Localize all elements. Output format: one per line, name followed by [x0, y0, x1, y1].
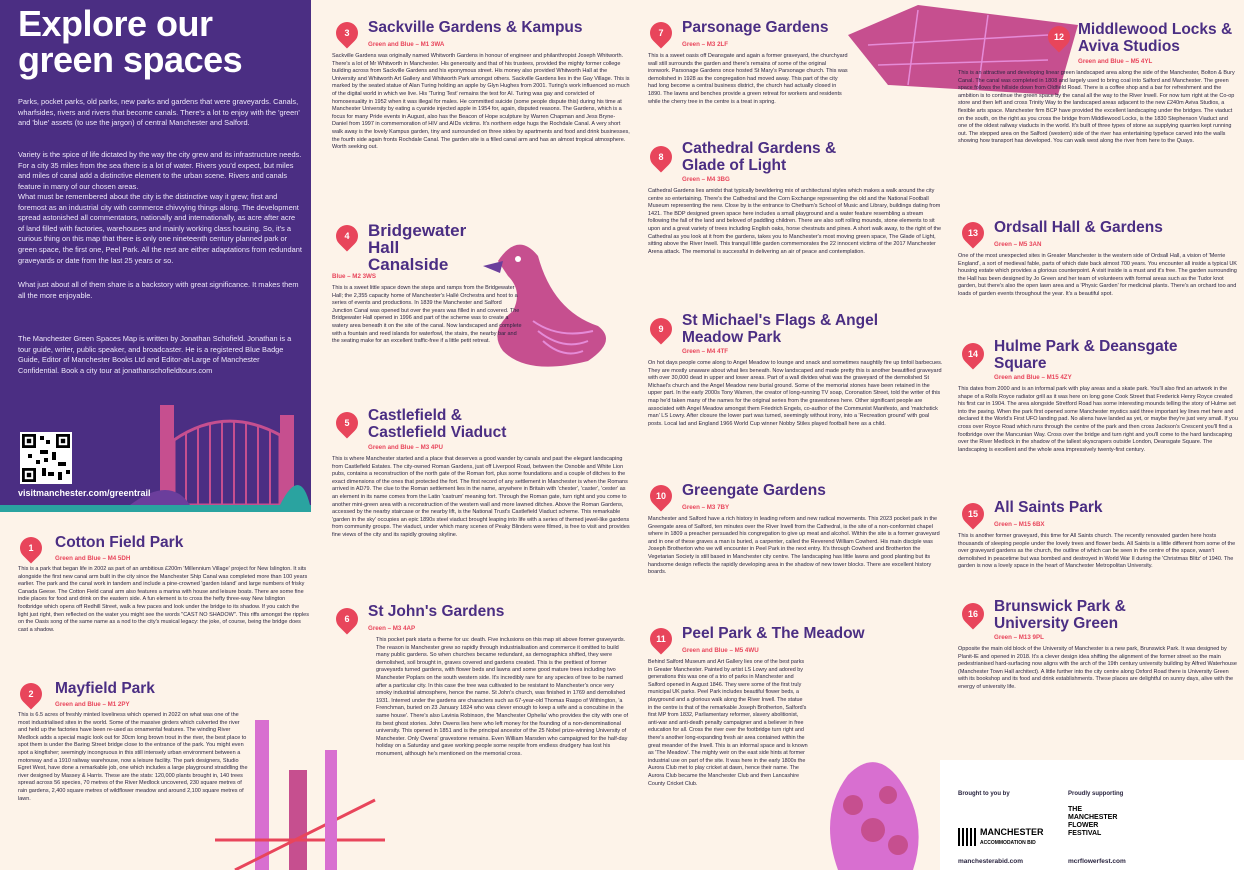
intro-paragraph: Parks, pocket parks, old parks, new parks and gardens that were graveyards. Canals, wharfsides, rivers and rivers that become canals. There's a lot to enjoy with the 'green' and 'blue' assets (to use the jargon) of central Manchester and Salford.: [18, 97, 300, 128]
place-title: Hulme Park & Deansgate Square: [994, 338, 1178, 372]
map-pin-icon: 8: [645, 141, 676, 172]
place-postcode: Green and Blue – M5 4WU: [682, 647, 759, 654]
place-title: Parsonage Gardens: [682, 19, 829, 36]
place-postcode: Green and Blue – M15 4ZY: [994, 374, 1072, 381]
tree-illustration: [818, 745, 928, 870]
map-pin-icon: 9: [645, 313, 676, 344]
place-postcode: Green – M13 9PL: [994, 634, 1044, 641]
map-pin-icon: 15: [957, 498, 988, 529]
place-postcode: Green and Blue – M4 5DH: [55, 555, 131, 562]
place-postcode: Green – M3 7BY: [682, 504, 730, 511]
place-postcode: Green – M3 2LF: [682, 41, 729, 48]
place-postcode: Green – M3 4AP: [368, 625, 416, 632]
map-pin-icon: 2: [15, 678, 46, 709]
place-description: Opposite the main old block of the University of Manchester is a new park, Brunswick Park. It was designed by Planit-IE and opened in 2018. It's a clever design idea shifting the alignment of the former street so the main pedestrianised hard-surfacing now aligns with the arch of the 19th century university building by Alfred Waterhouse (Manchester Town Hall architect). A little further into the city centre along Oxford Road there is University Green with its bookshop and its food and drink establishments. These places are delightful on sunny days, alive with the energy of university life.: [958, 646, 1237, 690]
place-title: All Saints Park: [994, 499, 1103, 516]
place-title: St Michael's Flags & Angel Meadow Park: [682, 312, 879, 346]
place-title: Brunswick Park & University Green: [994, 598, 1126, 632]
map-pin-icon: 6: [331, 603, 362, 634]
place-postcode: Blue – M2 3WS: [332, 273, 377, 280]
gates-illustration: [130, 385, 310, 505]
intro-paragraph: Variety is the spice of life dictated by the way the city grew and its infrastructure needs. For a city 35 miles from the sea there is a lot of water. Rivers you'd expect, but miles and miles of canal add a distinctive element to the urban scene. Rivers and canals feature in many of our chosen areas.: [18, 150, 302, 191]
flower-festival-logo: THE MANCHESTER FLOWER FESTIVAL: [1068, 806, 1118, 837]
place-description: This pocket park starts a theme for us: death. Five inclusions on this map sit above former graveyards. The reason is Manchester grew so rapidly through industrialisation and commerce it omitted to build many public gardens. So when churches became redundant, as demographics shifted, they were demolished, soil brought in, graves covered and gardens created. This is the prettiest of former graveyards turned gardens, with flower beds and lawns and some good mature trees including two Manchester Poplars on the south western side. It's incredibly rare for any species of tree to be named after a particular city. In this case the tree was cultivated to be resistant to Manchester's once very smoky industrial atmosphere, hence the name. St John's church, was finished in 1769 and demolished 1931. Interred under the gardens are characters such as 67-year-old Thomas Raspo of Withington, 'a Frenchman, buried on 23 January 1824 who was clever enough to keep a wife and a concubine in the same house'. There's also Lavinia Robinson, the 'Manchester Ophelia' who provides the city with one of its best ghost stories. John Owens lies here who left money for the founding of a non-denominational university. This opened in 1851 and is the principal ancestor of the 25 Nobel prize-winning University of Manchester. Only Owens' gravestone remains. Even William Marsden who campaigned for the half-day holiday on a Saturday and gave working people some respite from endless drudgery has lost his monument, although he's mentioned on the memorial cross.: [376, 637, 629, 757]
place-title: Mayfield Park: [55, 680, 155, 697]
place-postcode: Green – M5 3AN: [994, 241, 1042, 248]
place-title: Peel Park & The Meadow: [682, 625, 865, 642]
map-pin-icon: 13: [957, 217, 988, 248]
place-description: This is another former graveyard, this time for All Saints church. The recently renovated garden here hosts thousands of sleeping people under the lovely trees and flower beds. All Saints is a little different from some of the over graveyard gardens as the church, the outline of which can be seen in the centre of the space, wasn't demolished in peacetime but was bombed and destroyed in World War II during the 'Christmas Blitz' of 1940. The garden is now a lovely space in the heart of Manchester Metropolitan University.: [958, 533, 1236, 570]
map-pin-icon: 7: [645, 17, 676, 48]
place-description: Sackville Gardens was originally named Whitworth Gardens in honour of engineer and philanthropist Joseph Whitworth. There's a lot of Mr Whitworth in Manchester. His generosity and that of his trustees, provided the mighty former college building across from Sackville Gardens and his eponymous street. His money also provided Whitworth Hall at the University and Whitworth Art Gallery and Whitworth Park amongst others. Sackville Gardens lies in the Gay Village. This is marked by the seated statue of Alan Turing holding an apple by Glyn Hughes from 2001. Turing's work influenced so much of the digital world in which we live. His 'Turing Test' remains the test for AI. Turing was gay and convicted of homosexuality in 1952 when it was illegal for males. He committed suicide (some people dispute this) during his time at Manchester University by eating a cyanide injected apple in 1954 for, again, disputed reasons. The Gardens, which is a focus for many Pride events in August, also has the Beacon of Hope sculpture by Warren Chapman and Jess Bryne-Daniel from 1997 in commemoration of HIV and AIDs victims. It's northern edge hugs the Rochdale Canal. A very short walk away is the lovely Kampus garden, tiny and surrounded on three sides by apartments and food and drink businesses, the fourth side again fronts Rochdale Canal. The garden site is a filled canal arm and has an almost tropical atmosphere. Worth seeking out.: [332, 53, 630, 151]
place-description: On hot days people come along to Angel Meadow to lounge and snack and sometimes naughtily fire up tinfoil barbecues. They are mostly unaware about what lies beneath. Now landscaped and made pretty this is another beautified graveyard with over 30,000 dead in upper and lower areas. Part of a wall divides what was the graveyard of the demolished St Michael's church and the Angel Meadow new burial ground. Some of the memorial stones have been retained in the upper part. In the early 2000s Tony Warren, the creator of long-running TV soap, Coronation Street, told the writer of this map he'd taken many of the names for the original series from the gravestones here. Other significant people are associated with Angel Meadow amongst them Friedrich Engels, co-author of the Communist Manifesto, and 'matchstick man' LS Lowry. After closure the lower part was turned, seemingly without irony, into a 'Recreation ground' with goal posts. Local lad and England 1966 World Cup winner Nobby Stiles played football here as a child.: [648, 360, 943, 427]
map-pin-icon: 12: [1043, 21, 1074, 52]
author-bio: The Manchester Green Spaces Map is written by Jonathan Schofield. Jonathan is a tour guide, writer, public speaker, and broadcaster. He is a registered Blue Badge Guide, Editor of Manchester Books Ltd and Editor-at-Large of Manchester Confidential. Book a city tour at jonathanschofieldtours.com: [18, 334, 292, 375]
place-title: Middlewood Locks & Aviva Studios: [1078, 21, 1233, 55]
supporting-label: Proudly supporting: [1068, 791, 1124, 797]
place-postcode: Green – M4 4TF: [682, 348, 729, 355]
map-pin-icon: 4: [331, 220, 362, 251]
intro-paragraph: What just about all of them share is a backstory with great significance. It makes them all the more enjoyable.: [18, 280, 299, 300]
place-description: This is a sweet oasis off Deansgate and again a former graveyard, the churchyard wall still surrounds the garden and there's remains of some of the original ironwork. Parsonage Gardens once hosted St Mary's Parsonage church. This was demolished in 1928 as the congregation had moved away. This part of the city had long become a central business district, the church had actually closed in 1890. The lawns and benches provide a green retreat for workers and residents while the cherry tree in the centre is a treat in spring.: [648, 53, 848, 105]
place-title: Sackville Gardens & Kampus: [368, 19, 583, 36]
place-description: This dates from 2000 and is an informal park with play areas and a skate park. You'll also find an artwork in the shape of a Rolls Royce radiator grill as it was here on long gone Cook Street that Frederick Henry Royce created his first car in 1904. The area alongside Stretford Road has some interesting mounds telling the story of Hulme set into the paving. When the park first opened some Manchester mystics said three important ley lines met here and declared it the World's First UFO landing pad. No aliens have landed as yet, or maybe they're just very small. If you cross over Royce Road which runs through the centre of the park and then cross Jackson's Crescent you'll find a footbridge over the Mancunian Way. Cross over the bridge and turn right and you'll come to the hard landscaping over the River Medlock in the shadow of the tallest skyscrapers outside London, Deansgate Square. The landscaping is excellent and the whole area impressively twenty-first century.: [958, 386, 1238, 453]
brought-by-label: Brought to you by: [958, 791, 1010, 797]
qr-code[interactable]: [20, 432, 72, 484]
map-pin-icon: 10: [645, 480, 676, 511]
place-title: Ordsall Hall & Gardens: [994, 219, 1163, 236]
place-description: This is 6.5 acres of freshly minted loveliness which opened in 2022 on what was one of the most industrialised sites in the world. Some of the massive girders which culverted the river and held up the factories have been re-used as ornamental features. The winding River Medlock adds a special magic look out for 30cm long brown trout in the river, the best place to spot them is under the Baring Street bridge close to the entrance of the park. You might even spot a kingfisher; seemingly incongruous in this still intensely urban environment between a motorway and a 1910 railway warehouse, now a leisure facility. The park designers, Studio Egret West, have done a remarkable job, one which includes a large playground straddling the river designed by Massey & Harris. These are the stats: 120,000 plants brought in, 140 trees spread across 56 species, 70 metres of the River Medlock uncovered, 230 square metres of rain gardens, 2,400 square metres of wildflower meadow and around 2,100 square metres of lawn.: [18, 712, 248, 802]
place-description: This is a sweet little space down the steps and ramps from the Bridgewater Hall; the 2,355 capacity home of Manchester's Hallé Orchestra and host to a series of events and productions. In 1839 the Manchester and Salford Junction Canal was opened but over the years was filled in and covered. The Bridgewater Hall opened in 1996 and part of the scheme was to create a watery area beneath it on the site of the canal. Now landscaped and complete with a fountain and reed islands for waterfowl, the stairs, the nearby bar and the seating make for an excellent traffic-free if a little petit retreat.: [332, 285, 522, 345]
bid-logo: MANCHESTER ACCOMMODATION BID: [980, 827, 1044, 846]
place-postcode: Green – M4 3BG: [682, 176, 730, 183]
map-pin-icon: 5: [331, 407, 362, 438]
place-postcode: Green – M15 6BX: [994, 521, 1045, 528]
place-title: Cotton Field Park: [55, 534, 184, 551]
place-description: This is a park that began life in 2002 as part of an ambitious £200m 'Millennium Village' project for New Islington. It sits alongside the first new canal arm built in the city since the Manchester Ship Canal was completed more than 100 years earlier. The park and the canal work in tandem and include a pine-crowned 'garden island' and large numbers of frisky Canada Geese. The Cotton Field canal arm also features a marina with house and leisure boats. There are some fine indie places for food and drink on the eastern side. A fun element is to cross the hefty three-way New Islington footbridge which opens off Redhill Street, walk a few paces and look under the bridge to its shadow. If you catch the light just right, then reflected on the water you might see the words "CAST NO SHADOW". This riffs amongst the ripples on the Oasis song of the same name as a nod to the city's musical legacy: the joke, of course, being the bridge does cast a shadow.: [18, 566, 309, 633]
map-pin-icon: 11: [645, 623, 676, 654]
place-description: This is where Manchester started and a place that deserves a good wander by canals and past the elegant landscaping from Castlefield Estates. The city-owned Roman Gardens, just off Liverpool Road, between the Oxnoble and White Lion pubs, contains a reconstruction of the north gate of the Roman fort, plus some foundations and a couple of ditches to the exact dimensions of the ones that protected the fort. The first record of any settlement in Manchester is when the Romans arrived in AD79. The clue to the Roman settlement lies in the name, anywhere in Britain with 'chester', 'caster', 'cester' as an element in its name comes from the Latin 'castrum' meaning fort. Through the Roman gate, turn right and you come to another mini-green area with a reconstruction of the western wall and more lawned ditches. Above the Roman Gardens, accessed by the nearby staircase or the nearby lift, is the National Trust's Castlefield Viaduct scheme. This remarkable 'garden in the sky' occupies an epic 1890s steel viaduct brought leaping into life with a series of themed jewel-like gardens from community groups. The viaduct, under which many scenes of Peaky Blinders were filmed, is free to visit and provides fine views of the city and its rapidly growing skyline.: [332, 456, 630, 538]
place-description: Cathedral Gardens lies amidst that typically bewildering mix of architectural styles which makes a walk around the city centre so entertaining. There's the Cathedral and the Corn Exchange representing the old and the National Football Museum representing the new. Close by is the entrance to Chetham's School of Music and Library, buildings dating from 1421. The BDP designed green space here includes a small playground and a water feature resembling a stream following the fall of the land and beloved of paddling children. There are also soft rolling mounds, stone elements to sit upon and a great variety of trees including English oaks, horse chestnuts and pines. A short walk away, to the right of the Cathedral as you look at it from the gardens, takes you to Manchester's most moving green space, The Glade of Light, sitting above the River Irwell. This tranquil little garden commemorates the 22 innocent victims of the 2017 Manchester Arena attack. The memorial is successful in delivering an air of peace and contemplation.: [648, 188, 942, 255]
place-title: Bridgewater Hall Canalside: [368, 221, 467, 274]
page-title: Explore our green spaces: [18, 3, 243, 80]
map-pin-icon: 3: [331, 17, 362, 48]
divider: [0, 505, 311, 512]
map-pin-icon: 1: [15, 532, 46, 563]
place-postcode: Green and Blue – M1 3WA: [368, 41, 445, 48]
sponsor-link[interactable]: manchesterabid.com: [958, 858, 1024, 865]
place-title: Cathedral Gardens & Glade of Light: [682, 140, 837, 174]
place-description: This is an attractive and developing linear green landscaped area along the side of the Manchester, Bolton & Bury Canal. The canal was completed in 1808 and largely used to bring coal into Salford and Manchester. The green space follows the hillside down from Oldfield Road. There is a coffee shop and a bar for refreshment and the ambition is to continue the green space by the canal all the way to the River Irwell. For now turn right at the Co-op store and then left and cross Trinity Way to the landscaped areas adjacent to the new £240m Aviva Studios, a flexible arts space. Manchester firm BCP have provided the excellent landscaping under the bridges. The viaduct on the south, on the right as you cross the bridge from Middlewood Locks, is the 1830 Stephenson Viaduct and one of the oldest railway viaducts in the world. It's built of three types of stone as supplying quarries kept running out. The stepped area on the Salford (western) side of the river has entertaining typeface carved into the walls showing how transport has developed. You can walk west along the river from here to the Quays.: [958, 70, 1235, 145]
place-postcode: Green and Blue – M3 4PU: [368, 444, 443, 451]
website-link[interactable]: visitmanchester.com/greentrail: [18, 488, 151, 498]
place-title: St John's Gardens: [368, 603, 505, 620]
place-postcode: Green and Blue – M1 2PY: [55, 701, 130, 708]
place-title: Castlefield & Castlefield Viaduct: [368, 407, 507, 441]
place-description: One of the most unexpected sites in Greater Manchester is the western side of Ordsall Hall, a vision of 'Merrie England', a sort of medieval fable, parts of which date back almost 700 years. You encounter all inside a typical UK housing estate which provides a glorious counterpoint. A visit inside is a must and it's free. The garden surrounding the Hall has been designed by Jo Green and her team of volunteers with formal areas such as the Tudor knot garden, but there's also the open lawn area and a 'Physic Garden' for medicinal plants. There's an orchard too and loads of garden events throughout the year. It's a beautiful spot.: [958, 253, 1237, 297]
bid-logo-icon: [958, 828, 976, 846]
place-description: Manchester and Salford have a rich history in leading reform and new radical movements. This 2023 pocket park in the Greengate area of Salford, ten minutes over the River Irwell from the Cathedral, is the site of a non-conformist chapel where in 1809 a preacher persuaded his congregation to give up meat and alcohol. Within the site is a former graveyard and in one of these graves a man is buried, a carpenter, called the Reverend William Cowherd. His main disciple was Joseph Brotherton who we will encounter in Peel Park in the next entry. It's through Cowherd and Brotherton the Vegetarian Society is still based in Manchester city centre. The landscaping has little lawns and good planting but its handsome design reflects the rapidly developing area in the shadow of new tower blocks. There are excellent history boards.: [648, 516, 940, 576]
intro-panel: [0, 0, 311, 512]
map-pin-icon: 14: [957, 338, 988, 369]
map-pin-icon: 16: [957, 598, 988, 629]
place-title: Greengate Gardens: [682, 482, 826, 499]
sponsor-link[interactable]: mcrflowerfest.com: [1068, 858, 1126, 865]
place-postcode: Green and Blue – M5 4YL: [1078, 58, 1153, 65]
intro-paragraph: What must be remembered about the city is the distinctive way it grew; first and foremost as an industrial city with commerce chivvying things along. The development spread astonished all commentators, nationally and internationally, as acre after acre of land filled with factories, warehouses and mainly working class housing. So, it's a curious thing on this map that there is only one nineteenth century planned park or green space, the first one, Peel Park. All the rest are either adaptations from redundant graveyards or date from the last 25 years or so.: [18, 192, 302, 265]
place-description: Behind Salford Museum and Art Gallery lies one of the best parks in Greater Manchester. Painted by artist LS Lowry and adored by generations this was one of a trio of parks in Manchester and Salford opened in August 1846. They were some of the first truly municipal UK parks. Peel Park includes beautiful flower beds, a playground and a glorious walk along the River Irwell. The statue in the centre is that of the remarkable Joseph Brotherton, Salford's first MP from 1832, Parliamentary reformer, slavery abolitionist, anti-war and anti-death penalty campaigner and a believer in free education for all. Cross the river over the footbridge turn right and there's another long-expanding fresh air area contained within the great meander of the Irwell. This is an informal space and is known as 'The Meadow'. The mighty weir on the east side hints at former industrial use on part of the site. It was here in the early 1800s the Aurora Club met to play cricket at dawn, hence their name. The Aurora Club became the Manchester Club and then Lancashire County Cricket Club.: [648, 659, 808, 787]
